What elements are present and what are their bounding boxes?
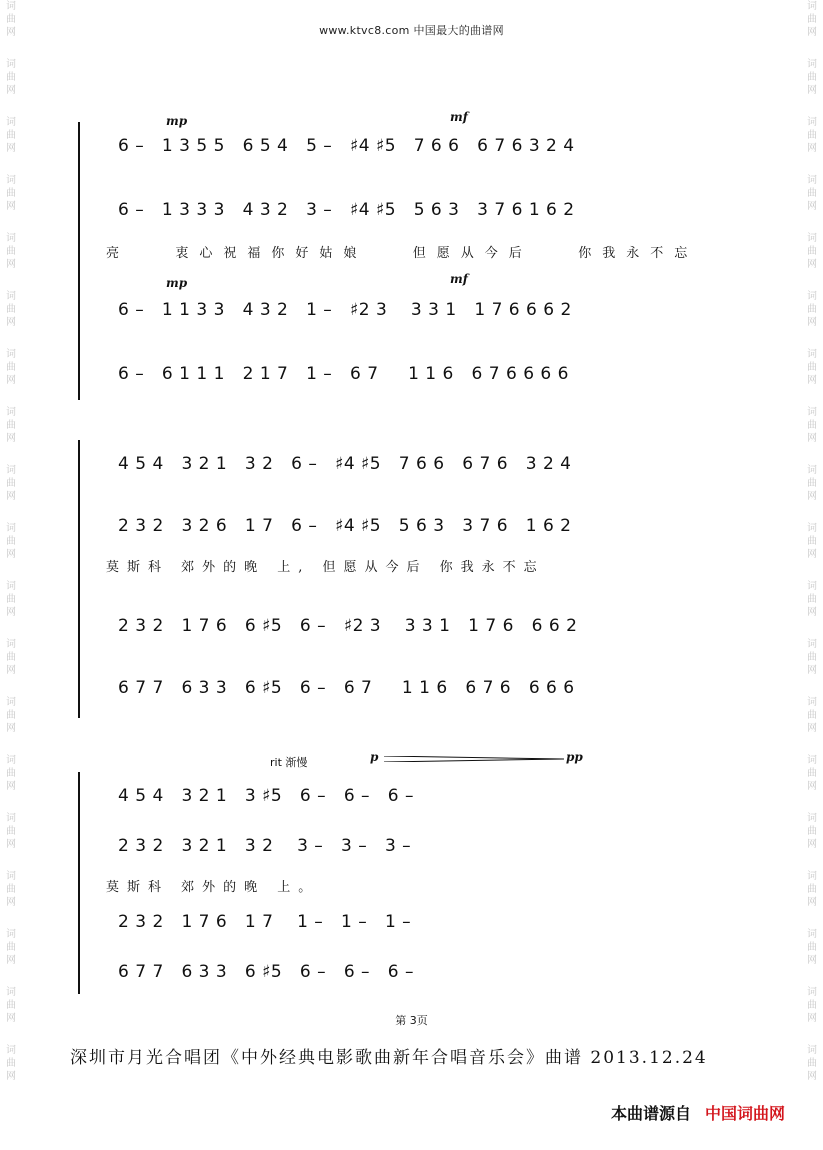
watermark-char: 曲	[807, 362, 817, 373]
watermark-char: 词	[6, 1045, 16, 1056]
watermark-char: 曲	[6, 420, 16, 431]
watermark-char: 曲	[6, 478, 16, 489]
notation-line: 2 3 2 1 7 6 1 7 1 – 1 – 1 –	[118, 912, 412, 932]
watermark-char: 曲	[807, 536, 817, 547]
watermark-char: 词	[807, 465, 817, 476]
watermark-char: 曲	[6, 304, 16, 315]
watermark-char: 词	[6, 233, 16, 244]
watermark-char: 网	[6, 665, 16, 676]
watermark-strip-left	[0, 0, 22, 1150]
watermark-char: 网	[807, 839, 817, 850]
watermark-char: 网	[807, 201, 817, 212]
watermark-char: 词	[6, 813, 16, 824]
watermark-char: 网	[6, 201, 16, 212]
watermark-char: 网	[807, 781, 817, 792]
watermark-char: 网	[807, 723, 817, 734]
watermark-char: 网	[807, 665, 817, 676]
watermark-char: 网	[6, 433, 16, 444]
watermark-chunk	[0, 696, 22, 735]
watermark-char: 曲	[807, 1000, 817, 1011]
notation-line: 2 3 2 3 2 1 3 2 3 – 3 – 3 –	[118, 836, 412, 856]
watermark-char: 曲	[807, 188, 817, 199]
watermark-char: 词	[807, 639, 817, 650]
watermark-char: 曲	[807, 710, 817, 721]
watermark-chunk	[0, 348, 22, 387]
voice-part-alto	[96, 830, 588, 864]
watermark-char: 曲	[807, 246, 817, 257]
watermark-char: 网	[6, 897, 16, 908]
watermark-char: 曲	[6, 826, 16, 837]
watermark-char: 网	[6, 491, 16, 502]
watermark-char: 词	[807, 929, 817, 940]
page-number: 第 3页	[395, 1014, 428, 1027]
watermark-char: 词	[807, 987, 817, 998]
watermark-char: 网	[6, 1013, 16, 1024]
watermark-char: 曲	[807, 594, 817, 605]
watermark-char: 曲	[6, 246, 16, 257]
watermark-char: 曲	[807, 304, 817, 315]
watermark-char: 网	[807, 375, 817, 386]
watermark-chunk	[0, 522, 22, 561]
watermark-char: 曲	[6, 884, 16, 895]
watermark-chunk	[801, 696, 823, 735]
system-brace	[78, 122, 92, 400]
watermark-char: 词	[807, 349, 817, 360]
watermark-chunk	[0, 174, 22, 213]
watermark-chunk	[801, 58, 823, 97]
watermark-char: 网	[807, 897, 817, 908]
watermark-char: 网	[807, 1013, 817, 1024]
watermark-char: 曲	[6, 188, 16, 199]
watermark-chunk	[801, 580, 823, 619]
watermark-char: 词	[6, 465, 16, 476]
dynamic-mark: mf	[450, 110, 468, 124]
watermark-char: 曲	[6, 1058, 16, 1069]
watermark-char: 曲	[6, 942, 16, 953]
decrescendo-hairpin	[384, 756, 564, 762]
watermark-char: 网	[6, 259, 16, 270]
watermark-char: 网	[6, 549, 16, 560]
watermark-char: 网	[807, 85, 817, 96]
dynamic-mark: mf	[450, 272, 468, 286]
voice-part-soprano	[96, 130, 768, 164]
watermark-char: 词	[807, 233, 817, 244]
watermark-chunk	[801, 928, 823, 967]
watermark-chunk	[0, 1044, 22, 1083]
watermark-char: 词	[807, 291, 817, 302]
watermark-char: 曲	[6, 536, 16, 547]
watermark-char: 网	[6, 955, 16, 966]
watermark-chunk	[0, 928, 22, 967]
watermark-char: 网	[6, 1071, 16, 1082]
notation-line: 6 – 1 1 3 3 4 3 2 1 – ♯2 3 3 3 1 1 7 6 6 6 2	[118, 300, 572, 320]
lyric-line: 亮 衷心祝福你好姑娘 但愿从今后 你我永不忘	[106, 246, 699, 261]
notation-line: 6 – 1 3 5 5 6 5 4 5 – ♯4 ♯5 7 6 6 6 7 6 3 2 4	[118, 136, 575, 156]
voice-part-tenor	[96, 294, 768, 328]
source-credit	[611, 1101, 785, 1124]
watermark-chunk	[801, 638, 823, 677]
watermark-chunk	[801, 174, 823, 213]
watermark-char: 词	[6, 871, 16, 882]
watermark-char: 网	[807, 1071, 817, 1082]
notation-line: 6 – 1 3 3 3 4 3 2 3 – ♯4 ♯5 5 6 3 3 7 6 1 6 2	[118, 200, 575, 220]
watermark-char: 曲	[6, 14, 16, 25]
watermark-char: 网	[6, 607, 16, 618]
site-header: www.ktvc8.com 中国最大的曲谱网	[319, 24, 504, 37]
watermark-char: 词	[6, 59, 16, 70]
watermark-chunk	[801, 754, 823, 793]
watermark-char: 词	[6, 755, 16, 766]
watermark-chunk	[801, 870, 823, 909]
notation-line: 6 – 6 1 1 1 2 1 7 1 – 6 7 1 1 6 6 7 6 6 6 6	[118, 364, 569, 384]
voice-part-alto	[96, 194, 768, 228]
watermark-char: 曲	[807, 826, 817, 837]
score-system-1	[78, 110, 768, 400]
voice-part-tenor	[96, 906, 588, 940]
watermark-chunk	[801, 1044, 823, 1083]
watermark-char: 词	[6, 349, 16, 360]
source-site-link[interactable]: 中国词曲网	[704, 1104, 785, 1123]
watermark-chunk	[801, 116, 823, 155]
watermark-chunk	[801, 232, 823, 271]
voice-part-tenor	[96, 610, 768, 644]
notation-line: 2 3 2 3 2 6 1 7 6 – ♯4 ♯5 5 6 3 3 7 6 1 6 2	[118, 516, 572, 536]
watermark-char: 词	[807, 523, 817, 534]
watermark-chunk	[0, 754, 22, 793]
watermark-char: 词	[6, 697, 16, 708]
tempo-mark: rit 渐慢	[270, 756, 308, 769]
notation-line: 2 3 2 1 7 6 6 ♯5 6 – ♯2 3 3 3 1 1 7 6 6 6 2	[118, 616, 578, 636]
watermark-char: 曲	[807, 130, 817, 141]
watermark-char: 曲	[6, 1000, 16, 1011]
voice-part-soprano	[96, 780, 588, 814]
voice-part-alto	[96, 510, 768, 544]
watermark-chunk	[0, 290, 22, 329]
lyric-line: 莫斯科 郊外的晚 上。	[106, 880, 320, 895]
dynamic-mark: mp	[166, 276, 188, 290]
watermark-char: 网	[6, 839, 16, 850]
watermark-chunk	[801, 290, 823, 329]
watermark-char: 网	[807, 955, 817, 966]
watermark-char: 词	[807, 813, 817, 824]
watermark-chunk	[801, 464, 823, 503]
voice-part-soprano	[96, 448, 768, 482]
watermark-char: 曲	[6, 768, 16, 779]
voice-part-bass	[96, 672, 768, 706]
watermark-char: 词	[6, 523, 16, 534]
score-system-2	[78, 440, 768, 718]
watermark-char: 网	[807, 143, 817, 154]
watermark-char: 词	[807, 697, 817, 708]
watermark-char: 词	[807, 755, 817, 766]
watermark-char: 词	[807, 117, 817, 128]
source-label: 本曲谱源自	[610, 1104, 691, 1123]
watermark-char: 网	[6, 781, 16, 792]
watermark-char: 词	[807, 1, 817, 12]
watermark-char: 词	[807, 175, 817, 186]
watermark-chunk	[0, 870, 22, 909]
dynamic-mark: p	[370, 750, 379, 764]
watermark-strip-right	[801, 0, 823, 1150]
dynamic-mark: pp	[566, 750, 583, 764]
watermark-char: 网	[6, 143, 16, 154]
watermark-char: 词	[6, 291, 16, 302]
watermark-chunk	[801, 406, 823, 445]
watermark-char: 词	[6, 117, 16, 128]
watermark-char: 曲	[807, 478, 817, 489]
watermark-chunk	[801, 348, 823, 387]
notation-line: 6 7 7 6 3 3 6 ♯5 6 – 6 – 6 –	[118, 962, 414, 982]
watermark-char: 网	[6, 85, 16, 96]
notation-line: 4 5 4 3 2 1 3 2 6 – ♯4 ♯5 7 6 6 6 7 6 3 2 4	[118, 454, 572, 474]
watermark-char: 曲	[6, 362, 16, 373]
watermark-char: 曲	[807, 14, 817, 25]
watermark-chunk	[801, 522, 823, 561]
watermark-chunk	[0, 232, 22, 271]
dynamic-mark: mp	[166, 114, 188, 128]
watermark-char: 网	[807, 27, 817, 38]
watermark-char: 词	[6, 175, 16, 186]
watermark-chunk	[0, 580, 22, 619]
watermark-char: 网	[6, 317, 16, 328]
voice-part-bass	[96, 956, 588, 990]
watermark-char: 词	[6, 581, 16, 592]
watermark-char: 词	[807, 1045, 817, 1056]
watermark-chunk	[0, 464, 22, 503]
system-brace	[78, 440, 92, 718]
watermark-chunk	[0, 638, 22, 677]
watermark-char: 曲	[807, 420, 817, 431]
watermark-chunk	[801, 812, 823, 851]
watermark-char: 词	[807, 581, 817, 592]
watermark-char: 曲	[807, 72, 817, 83]
watermark-char: 曲	[6, 72, 16, 83]
notation-line: 6 7 7 6 3 3 6 ♯5 6 – 6 7 1 1 6 6 7 6 6 6 6	[118, 678, 575, 698]
watermark-char: 曲	[6, 652, 16, 663]
watermark-chunk	[0, 58, 22, 97]
watermark-char: 曲	[807, 884, 817, 895]
lyric-line: 莫斯科 郊外的晚 上, 但愿从今后 你我永不忘	[106, 560, 545, 575]
watermark-char: 网	[6, 27, 16, 38]
watermark-char: 网	[807, 317, 817, 328]
watermark-char: 词	[6, 987, 16, 998]
watermark-char: 词	[6, 1, 16, 12]
watermark-char: 词	[6, 929, 16, 940]
watermark-char: 词	[807, 407, 817, 418]
watermark-char: 网	[807, 607, 817, 618]
watermark-char: 网	[807, 549, 817, 560]
system-brace	[78, 772, 92, 994]
watermark-char: 网	[807, 433, 817, 444]
voice-part-bass	[96, 358, 768, 392]
watermark-chunk	[0, 406, 22, 445]
score-system-3	[78, 750, 588, 994]
watermark-char: 曲	[6, 710, 16, 721]
watermark-char: 曲	[807, 1058, 817, 1069]
watermark-char: 网	[807, 491, 817, 502]
watermark-char: 网	[807, 259, 817, 270]
watermark-char: 曲	[807, 942, 817, 953]
score-footer-caption: 深圳市月光合唱团《中外经典电影歌曲新年合唱音乐会》曲谱 2013.12.24	[70, 1048, 708, 1068]
watermark-char: 曲	[807, 652, 817, 663]
watermark-char: 词	[807, 59, 817, 70]
watermark-char: 曲	[807, 768, 817, 779]
watermark-chunk	[0, 116, 22, 155]
watermark-char: 词	[807, 871, 817, 882]
watermark-char: 词	[6, 407, 16, 418]
watermark-char: 网	[6, 723, 16, 734]
watermark-char: 网	[6, 375, 16, 386]
watermark-chunk	[0, 812, 22, 851]
notation-line: 4 5 4 3 2 1 3 ♯5 6 – 6 – 6 –	[118, 786, 414, 806]
watermark-char: 曲	[6, 130, 16, 141]
watermark-char: 词	[6, 639, 16, 650]
watermark-char: 曲	[6, 594, 16, 605]
